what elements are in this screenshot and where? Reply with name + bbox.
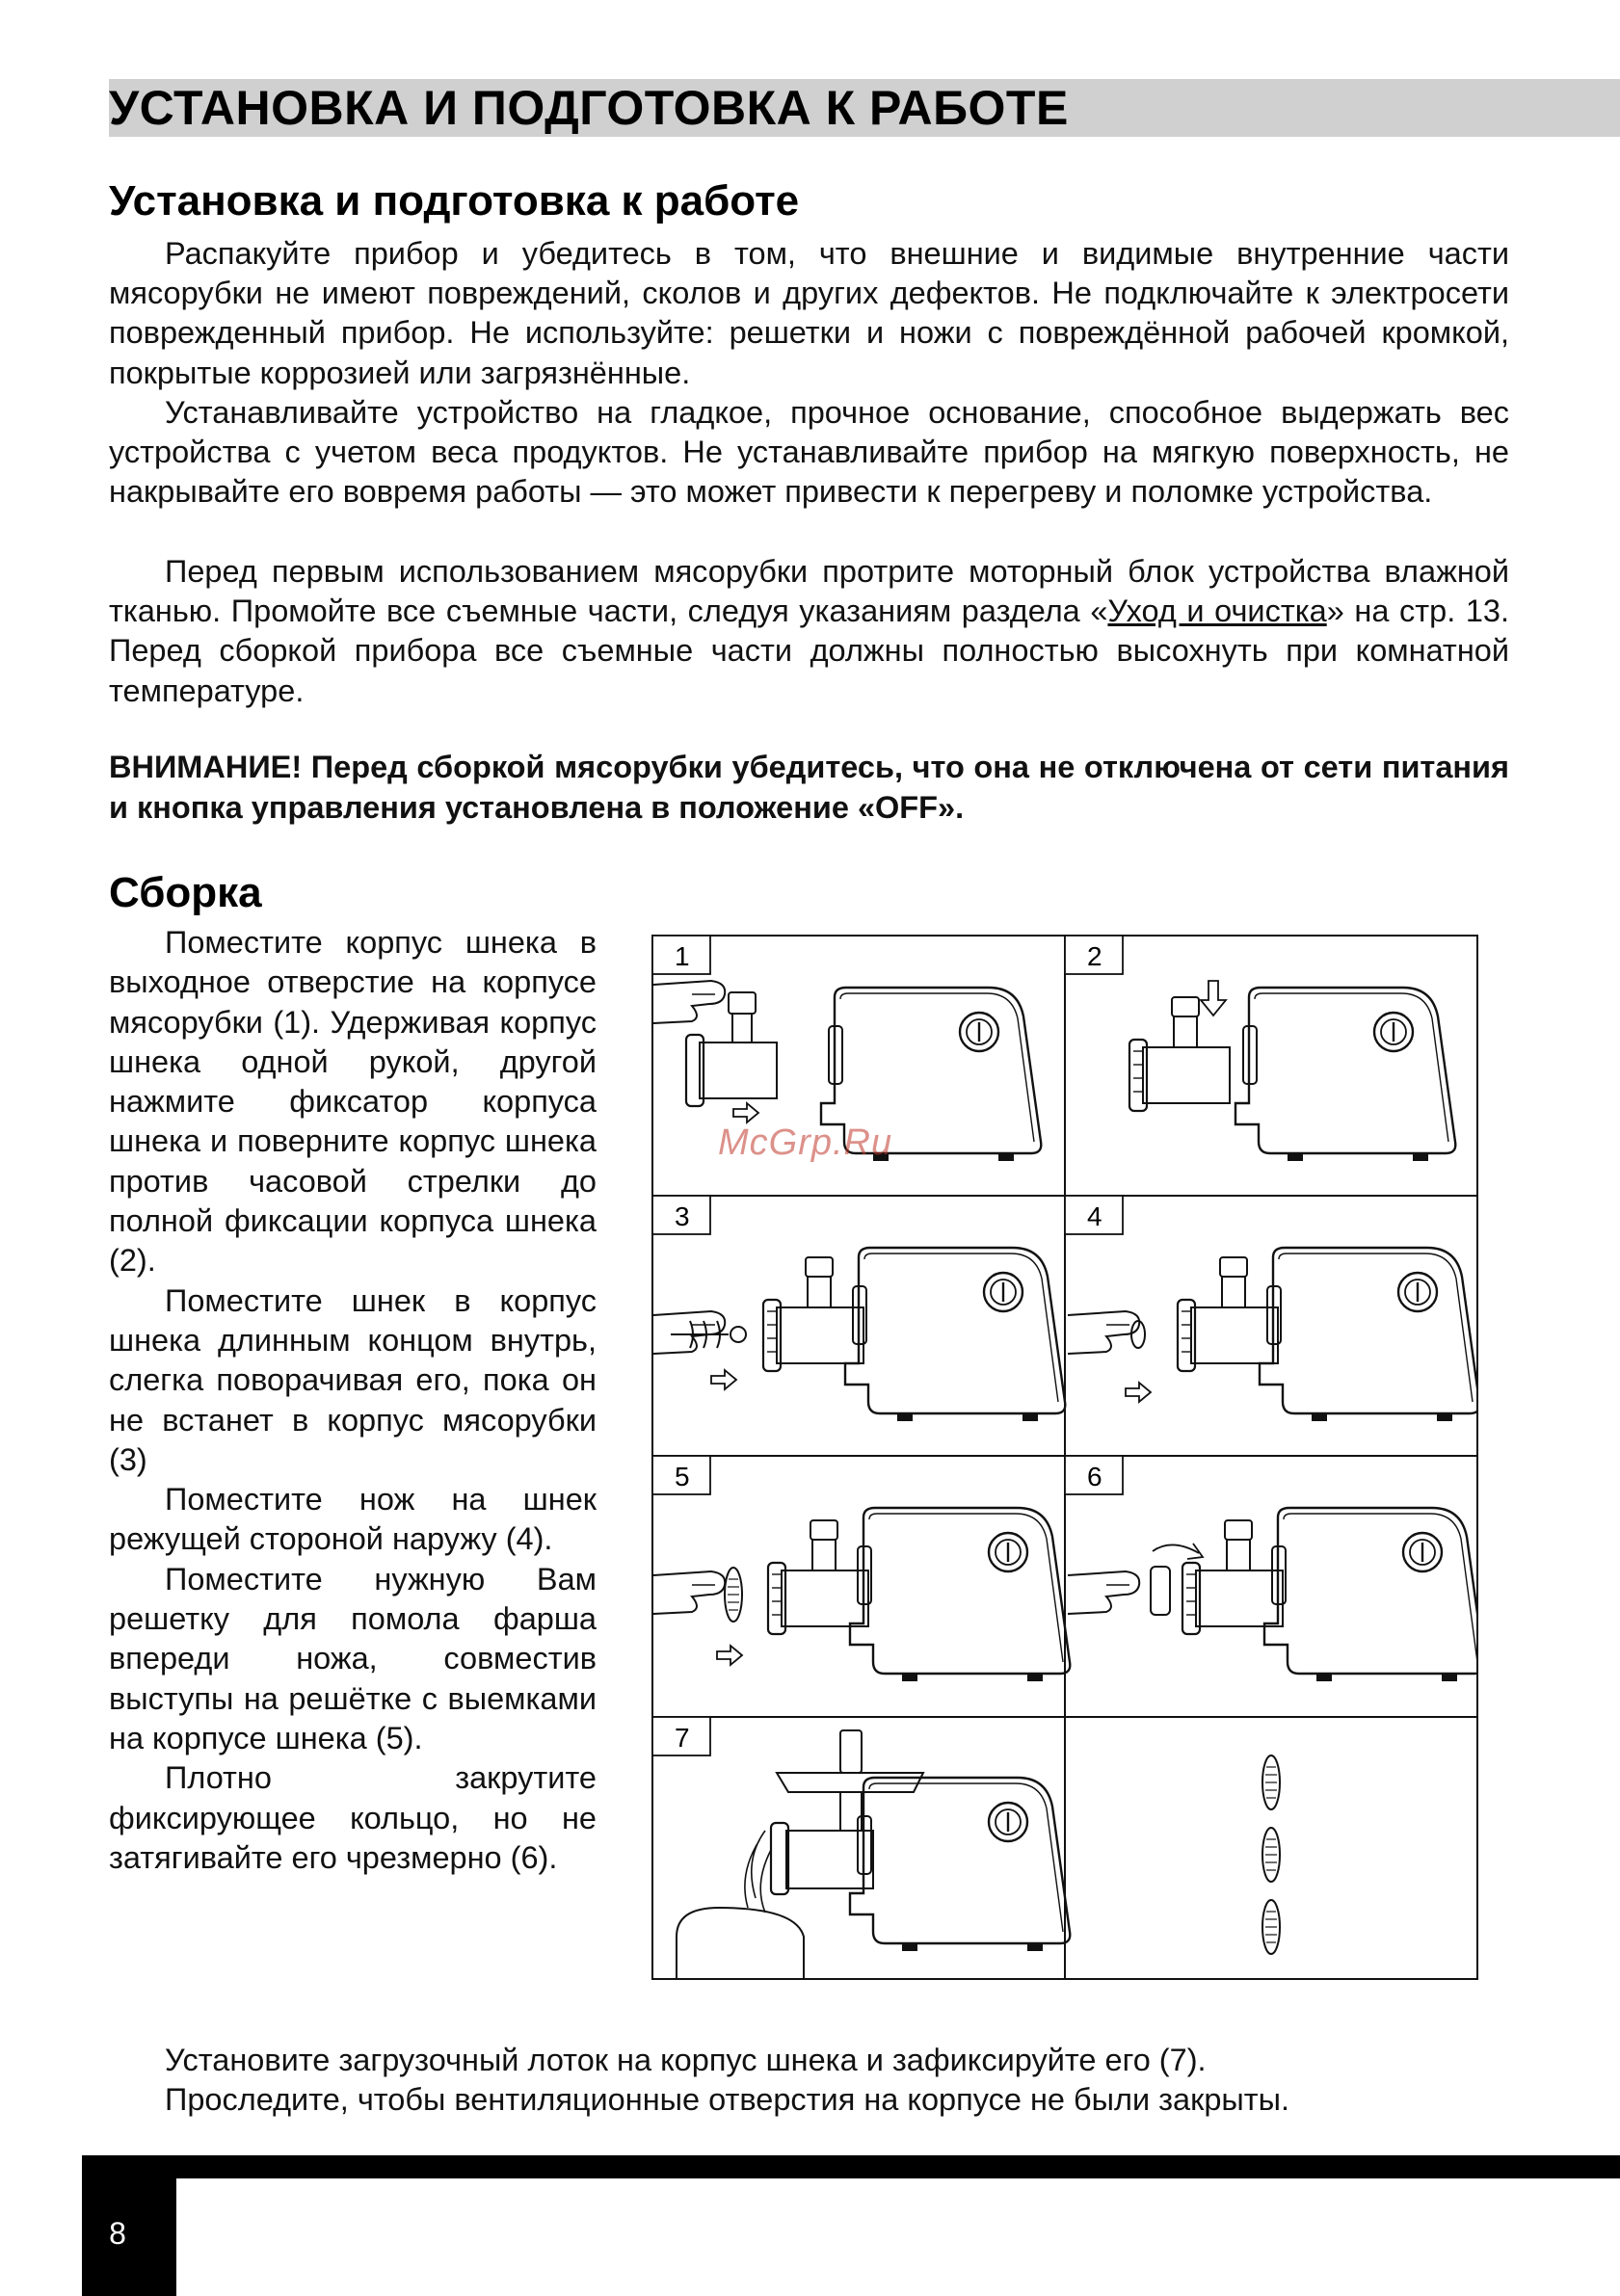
assembly-step-6: Плотно закрутите фиксирующее кольцо, но не затягивайте его чрезмерно (6). [109,1760,597,1875]
section-heading-setup: Установка и подготовка к работе [109,177,800,224]
assembly-steps-column [109,923,597,1878]
assembly-step-3: Поместите шнек в корпус шнека длинным концом внутрь, слегка поворачивая его, пока он не встанет в корпус мясорубки (3) [109,1282,597,1477]
svg-text:1: 1 [675,941,690,971]
page-number: 8 [109,2216,126,2251]
assembly-final-steps [109,2041,1509,2121]
section-banner [109,79,1620,137]
footer-bar [82,2155,1620,2178]
step-label-7 [652,1717,710,1755]
paragraph-first-use [109,552,1509,711]
panel-4-illustration [1068,1248,1478,1421]
panel-2-illustration [1129,981,1455,1161]
ventilation-note: Проследите, чтобы вентиляционные отверстия на корпусе не были закрыты. [165,2082,1290,2118]
paragraph-unpack: Распакуйте прибор и убедитесь в том, что внешние и видимые внутренние части мясорубки не имеют повреждений, сколов и других дефектов. Не подключайте к электросети поврежденный прибор. Не используйте: решетки и ножи с повреждённой рабочей кромкой, покрытые коррозией или загрязнённые. [109,236,1509,390]
step-label-4 [1065,1196,1123,1234]
assembly-step-5: Поместите нужную Вам решетку для помола фарша впереди ножа, совместив выступы на решётке с выемками на корпусе шнека (5). [109,1561,597,1755]
svg-text:4: 4 [1087,1201,1102,1231]
step-label-3 [652,1196,710,1234]
page-title: УСТАНОВКА И ПОДГОТОВКА К РАБОТЕ [109,81,1069,135]
warning-text: ВНИМАНИЕ! Перед сборкой мясорубки убедитесь, что она не отключена от сети питания и кнопка управления установлена в положение «OFF». [109,750,1509,825]
svg-text:3: 3 [675,1201,690,1231]
first-use-text-start: Перед первым использованием мясорубки протрите моторный блок устройства влажной тканью. Промойте все съемные части, следуя указаниям раздела « [109,554,1509,629]
svg-text:6: 6 [1087,1462,1102,1491]
svg-text:7: 7 [675,1723,690,1753]
panel-6-illustration [1068,1508,1478,1681]
panel-7-illustration [677,1730,1070,1979]
assembly-step-4: Поместите нож на шнек режущей стороной наружу (4). [109,1482,597,1557]
step-label-5 [652,1456,710,1494]
svg-text:2: 2 [1087,941,1102,971]
svg-text:5: 5 [675,1462,690,1491]
watermark-text: McGrp.Ru [718,1122,893,1163]
assembly-step-7: Установите загрузочный лоток на корпус шнека и зафиксируйте его (7). [165,2043,1207,2077]
assembly-illustration [651,935,1478,1980]
assembly-step-1-2: Поместите корпус шнека в выходное отверстие на корпусе мясорубки (1). Удерживая корпус шнека одной рукой, другой нажмите фиксатор корпуса шнека и поверните корпус шнека против часовой стрелки до полной фиксации корпуса шнека (2). [109,925,597,1279]
section-heading-assembly: Сборка [109,869,262,916]
panel-5-illustration [653,1508,1070,1681]
panel-3-illustration [653,1248,1065,1421]
step-label-6 [1065,1456,1123,1494]
panel-plates-illustration [1262,1755,1280,1954]
care-section-link[interactable]: Уход и очистка [1107,594,1327,629]
step-label-1 [652,936,710,974]
step-label-2 [1065,936,1123,974]
paragraph-placement: Устанавливайте устройство на гладкое, прочное основание, способное выдержать вес устройства с учетом веса продуктов. Не устанавливайте прибор на мягкую поверхность, не накрывайте его вовремя работы — это может привести к перегреву и поломке устройства. [109,395,1509,510]
first-use-text-end: » на стр. 13. Перед сборкой прибора все съемные части должны полностью высохнуть при комнатной температуре. [109,594,1509,708]
assembly-diagram-svg [651,935,1478,1980]
